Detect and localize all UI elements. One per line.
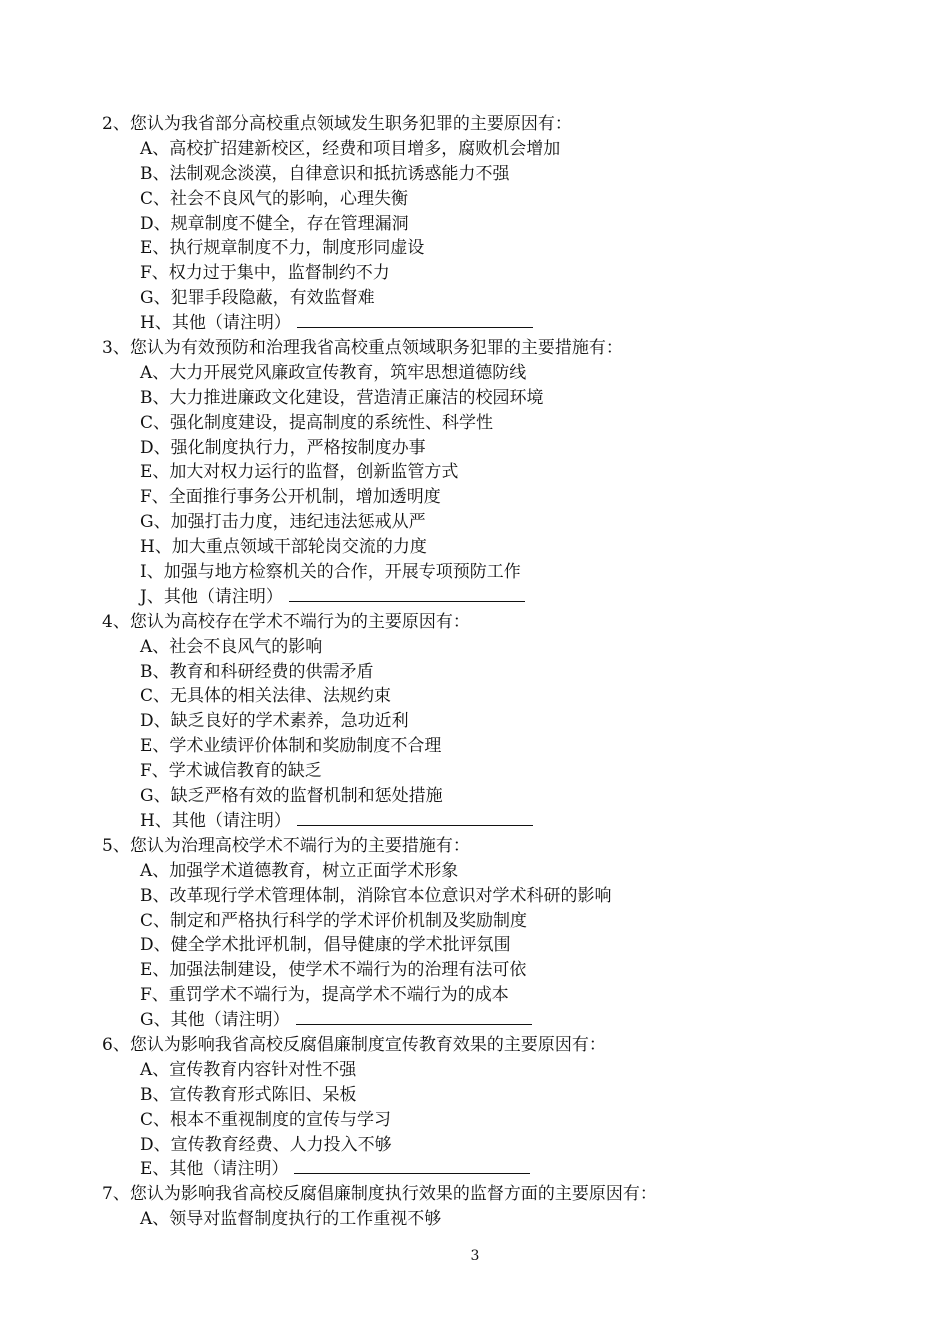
other-option-label: E、其他（请注明）	[140, 1159, 289, 1180]
question-option: C、制定和严格执行科学的学术评价机制及奖励制度	[140, 910, 528, 931]
other-option-label: G、其他（请注明）	[140, 1010, 290, 1031]
question-option: D、宣传教育经费、人力投入不够	[140, 1134, 392, 1155]
question-option: G、犯罪手段隐蔽，有效监督难	[140, 288, 375, 309]
question-option: A、高校扩招建新校区，经费和项目增多，腐败机会增加	[140, 138, 561, 159]
question-option: G、缺乏严格有效的监督机制和惩处措施	[140, 786, 443, 807]
question-title: 5、您认为治理高校学术不端行为的主要措施有：	[102, 835, 470, 856]
question-option: A、加强学术道德教育，树立正面学术形象	[140, 860, 459, 881]
question-option: G、加强打击力度，违纪违法惩戒从严	[140, 512, 426, 533]
other-option-row	[102, 311, 862, 336]
page-number: 3	[470, 1248, 480, 1264]
question-option: C、强化制度建设，提高制度的系统性、科学性	[140, 412, 494, 433]
other-option-label: H、其他（请注明）	[140, 313, 291, 334]
question-option: E、加大对权力运行的监督，创新监管方式	[140, 462, 459, 483]
question-title: 7、您认为影响我省高校反腐倡廉制度执行效果的监督方面的主要原因有：	[102, 1184, 657, 1205]
question-title: 4、您认为高校存在学术不端行为的主要原因有：	[102, 611, 470, 632]
question-option: B、大力推进廉政文化建设，营造清正廉洁的校园环境	[140, 387, 544, 408]
other-option-row	[102, 809, 862, 834]
question-title: 3、您认为有效预防和治理我省高校重点领域职务犯罪的主要措施有：	[102, 338, 623, 359]
question-option: B、法制观念淡漠，自律意识和抵抗诱惑能力不强	[140, 163, 510, 184]
question-option: E、学术业绩评价体制和奖励制度不合理	[140, 736, 442, 757]
question-option: C、无具体的相关法律、法规约束	[140, 686, 392, 707]
question-option: A、社会不良风气的影响	[140, 636, 323, 657]
other-option-row	[102, 1157, 862, 1182]
question-option: F、重罚学术不端行为，提高学术不端行为的成本	[140, 985, 509, 1006]
other-option-row	[102, 585, 862, 610]
fill-in-blank-line[interactable]	[294, 1157, 530, 1174]
question-option: E、执行规章制度不力，制度形同虚设	[140, 238, 425, 259]
question-option: A、大力开展党风廉政宣传教育，筑牢思想道德防线	[140, 362, 527, 383]
fill-in-blank-line[interactable]	[296, 1008, 532, 1025]
question-title: 2、您认为我省部分高校重点领域发生职务犯罪的主要原因有：	[102, 114, 572, 134]
question-option: B、宣传教育形式陈旧、呆板	[140, 1084, 357, 1105]
question-option: A、领导对监督制度执行的工作重视不够	[140, 1209, 442, 1230]
question-option: D、健全学术批评机制，倡导健康的学术批评氛围	[140, 935, 511, 956]
questionnaire-body	[102, 112, 862, 1232]
question-option: F、权力过于集中，监督制约不力	[140, 263, 390, 284]
fill-in-blank-line[interactable]	[297, 809, 533, 826]
question-option: F、学术诚信教育的缺乏	[140, 761, 322, 782]
question-option: H、加大重点领域干部轮岗交流的力度	[140, 537, 427, 558]
question-option: A、宣传教育内容针对性不强	[140, 1059, 357, 1080]
question-option: F、全面推行事务公开机制，增加透明度	[140, 487, 441, 508]
question-option: B、改革现行学术管理体制，消除官本位意识对学术科研的影响	[140, 885, 612, 906]
question-option: D、规章制度不健全，存在管理漏洞	[140, 213, 409, 234]
other-option-row	[102, 1008, 862, 1033]
question-option: C、社会不良风气的影响，心理失衡	[140, 188, 409, 209]
fill-in-blank-line[interactable]	[289, 585, 525, 602]
question-option: C、根本不重视制度的宣传与学习	[140, 1109, 392, 1130]
question-title: 6、您认为影响我省高校反腐倡廉制度宣传教育效果的主要原因有：	[102, 1034, 606, 1055]
question-option: D、缺乏良好的学术素养，急功近利	[140, 711, 409, 732]
question-option: B、教育和科研经费的供需矛盾	[140, 661, 374, 682]
question-option: I、加强与地方检察机关的合作，开展专项预防工作	[140, 562, 521, 583]
other-option-label: H、其他（请注明）	[140, 810, 291, 831]
question-option: E、加强法制建设，使学术不端行为的治理有法可依	[140, 960, 527, 981]
question-option: D、强化制度执行力，严格按制度办事	[140, 437, 426, 458]
fill-in-blank-line[interactable]	[297, 311, 533, 328]
other-option-label: J、其他（请注明）	[140, 586, 283, 607]
